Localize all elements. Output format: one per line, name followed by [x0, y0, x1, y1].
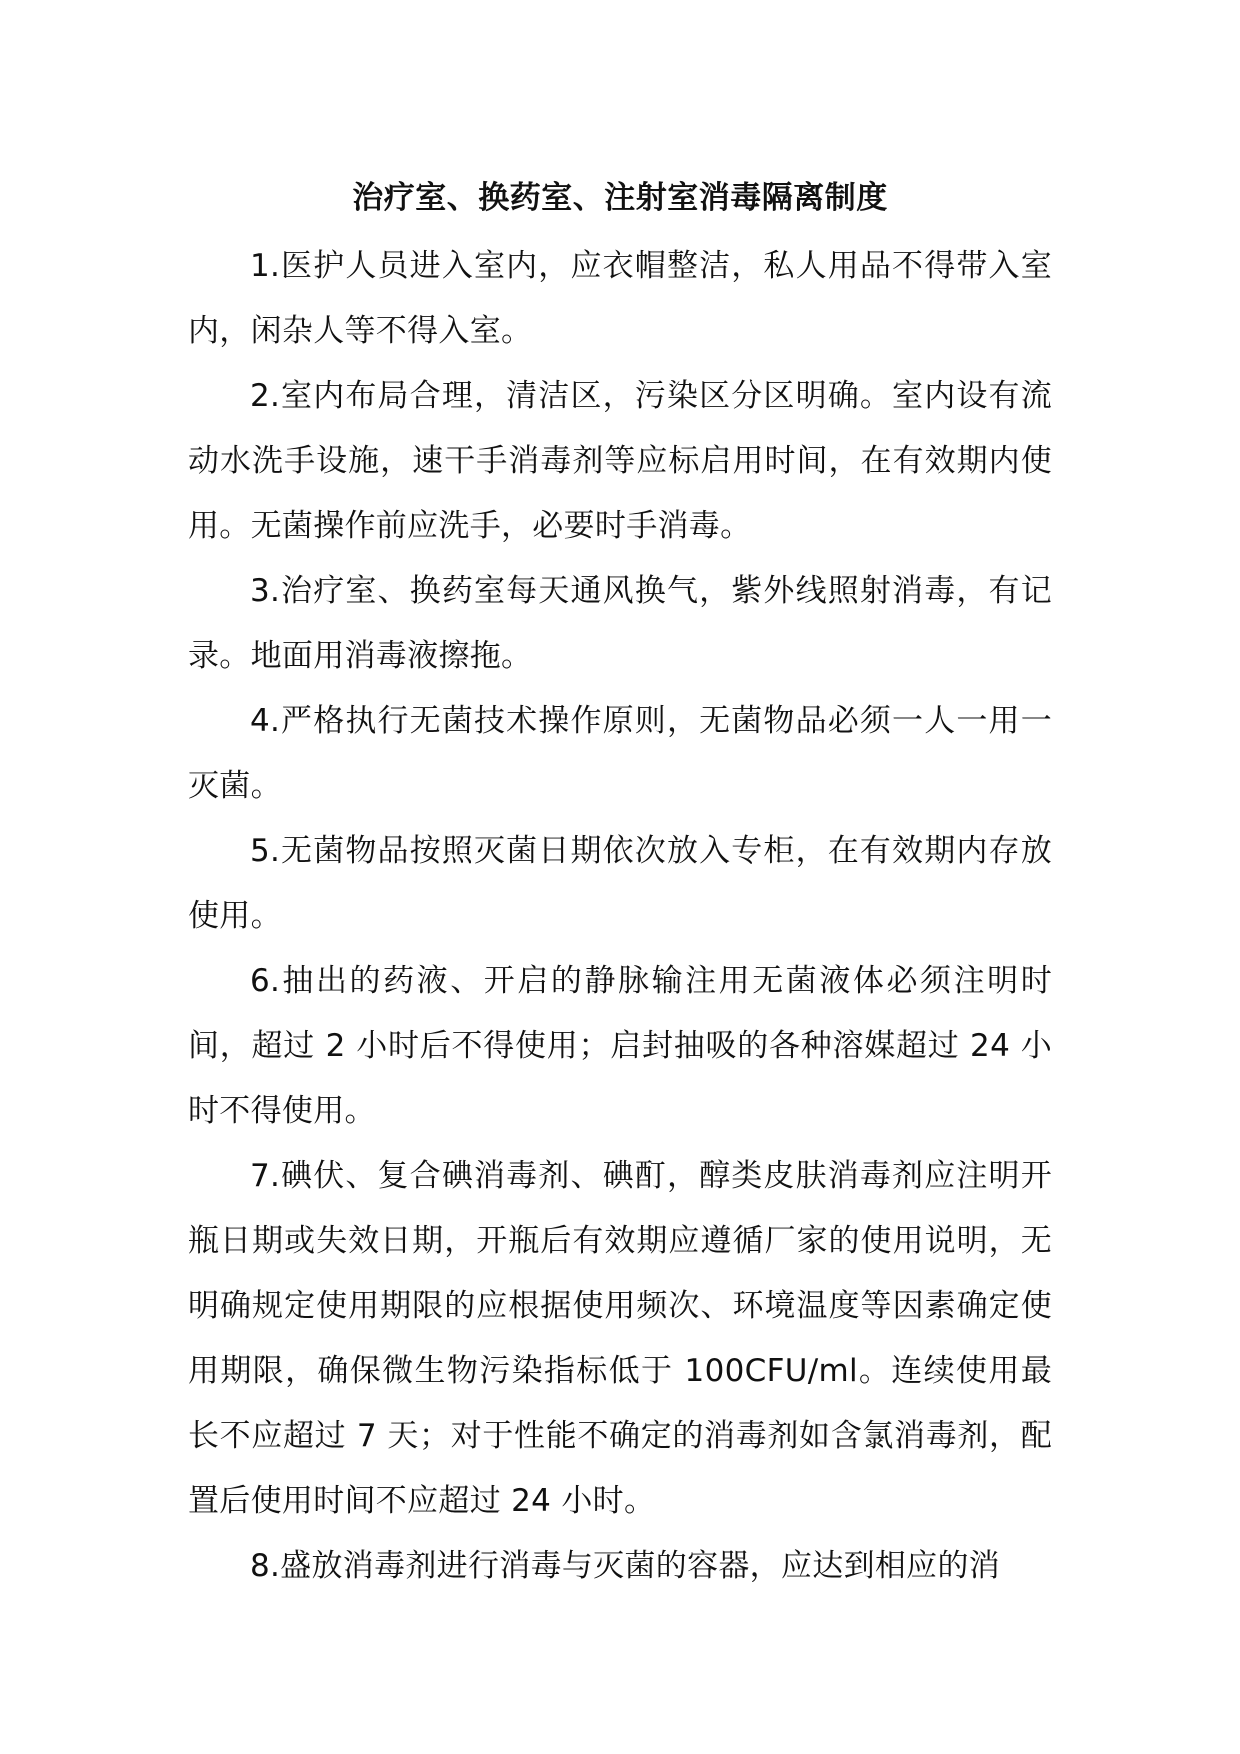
paragraph-3: 3.治疗室、换药室每天通风换气，紫外线照射消毒，有记录。地面用消毒液擦拖。 [188, 573, 1052, 674]
paragraph-4: 4.严格执行无菌技术操作原则，无菌物品必须一人一用一灭菌。 [188, 703, 1052, 804]
paragraph-2: 2.室内布局合理，清洁区，污染区分区明确。室内设有流动水洗手设施，速干手消毒剂等应标启用时间，在有效期内使用。无菌操作前应洗手，必要时手消毒。 [188, 378, 1052, 544]
document-body [188, 234, 1052, 1599]
document-title: 治疗室、换药室、注射室消毒隔离制度 [352, 180, 888, 216]
paragraph-5: 5.无菌物品按照灭菌日期依次放入专柜，在有效期内存放使用。 [188, 833, 1052, 934]
paragraph-6: 6.抽出的药液、开启的静脉输注用无菌液体必须注明时间，超过 2 小时后不得使用；启封抽吸的各种溶媒超过 24 小时不得使用。 [188, 963, 1052, 1129]
paragraph-7: 7.碘伏、复合碘消毒剂、碘酊，醇类皮肤消毒剂应注明开瓶日期或失效日期，开瓶后有效期应遵循厂家的使用说明，无明确规定使用期限的应根据使用频次、环境温度等因素确定使用期限，确保微生物污染指标低于 100CFU/ml。连续使用最长不应超过 7 天；对于性能不确定的消毒剂如含氯消毒剂，配置后使用时间不应超过 24 小时。 [188, 1158, 1052, 1519]
paragraph-1: 1.医护人员进入室内，应衣帽整洁，私人用品不得带入室内，闲杂人等不得入室。 [188, 248, 1052, 349]
paragraph-8: 8.盛放消毒剂进行消毒与灭菌的容器，应达到相应的消 [250, 1548, 1001, 1584]
